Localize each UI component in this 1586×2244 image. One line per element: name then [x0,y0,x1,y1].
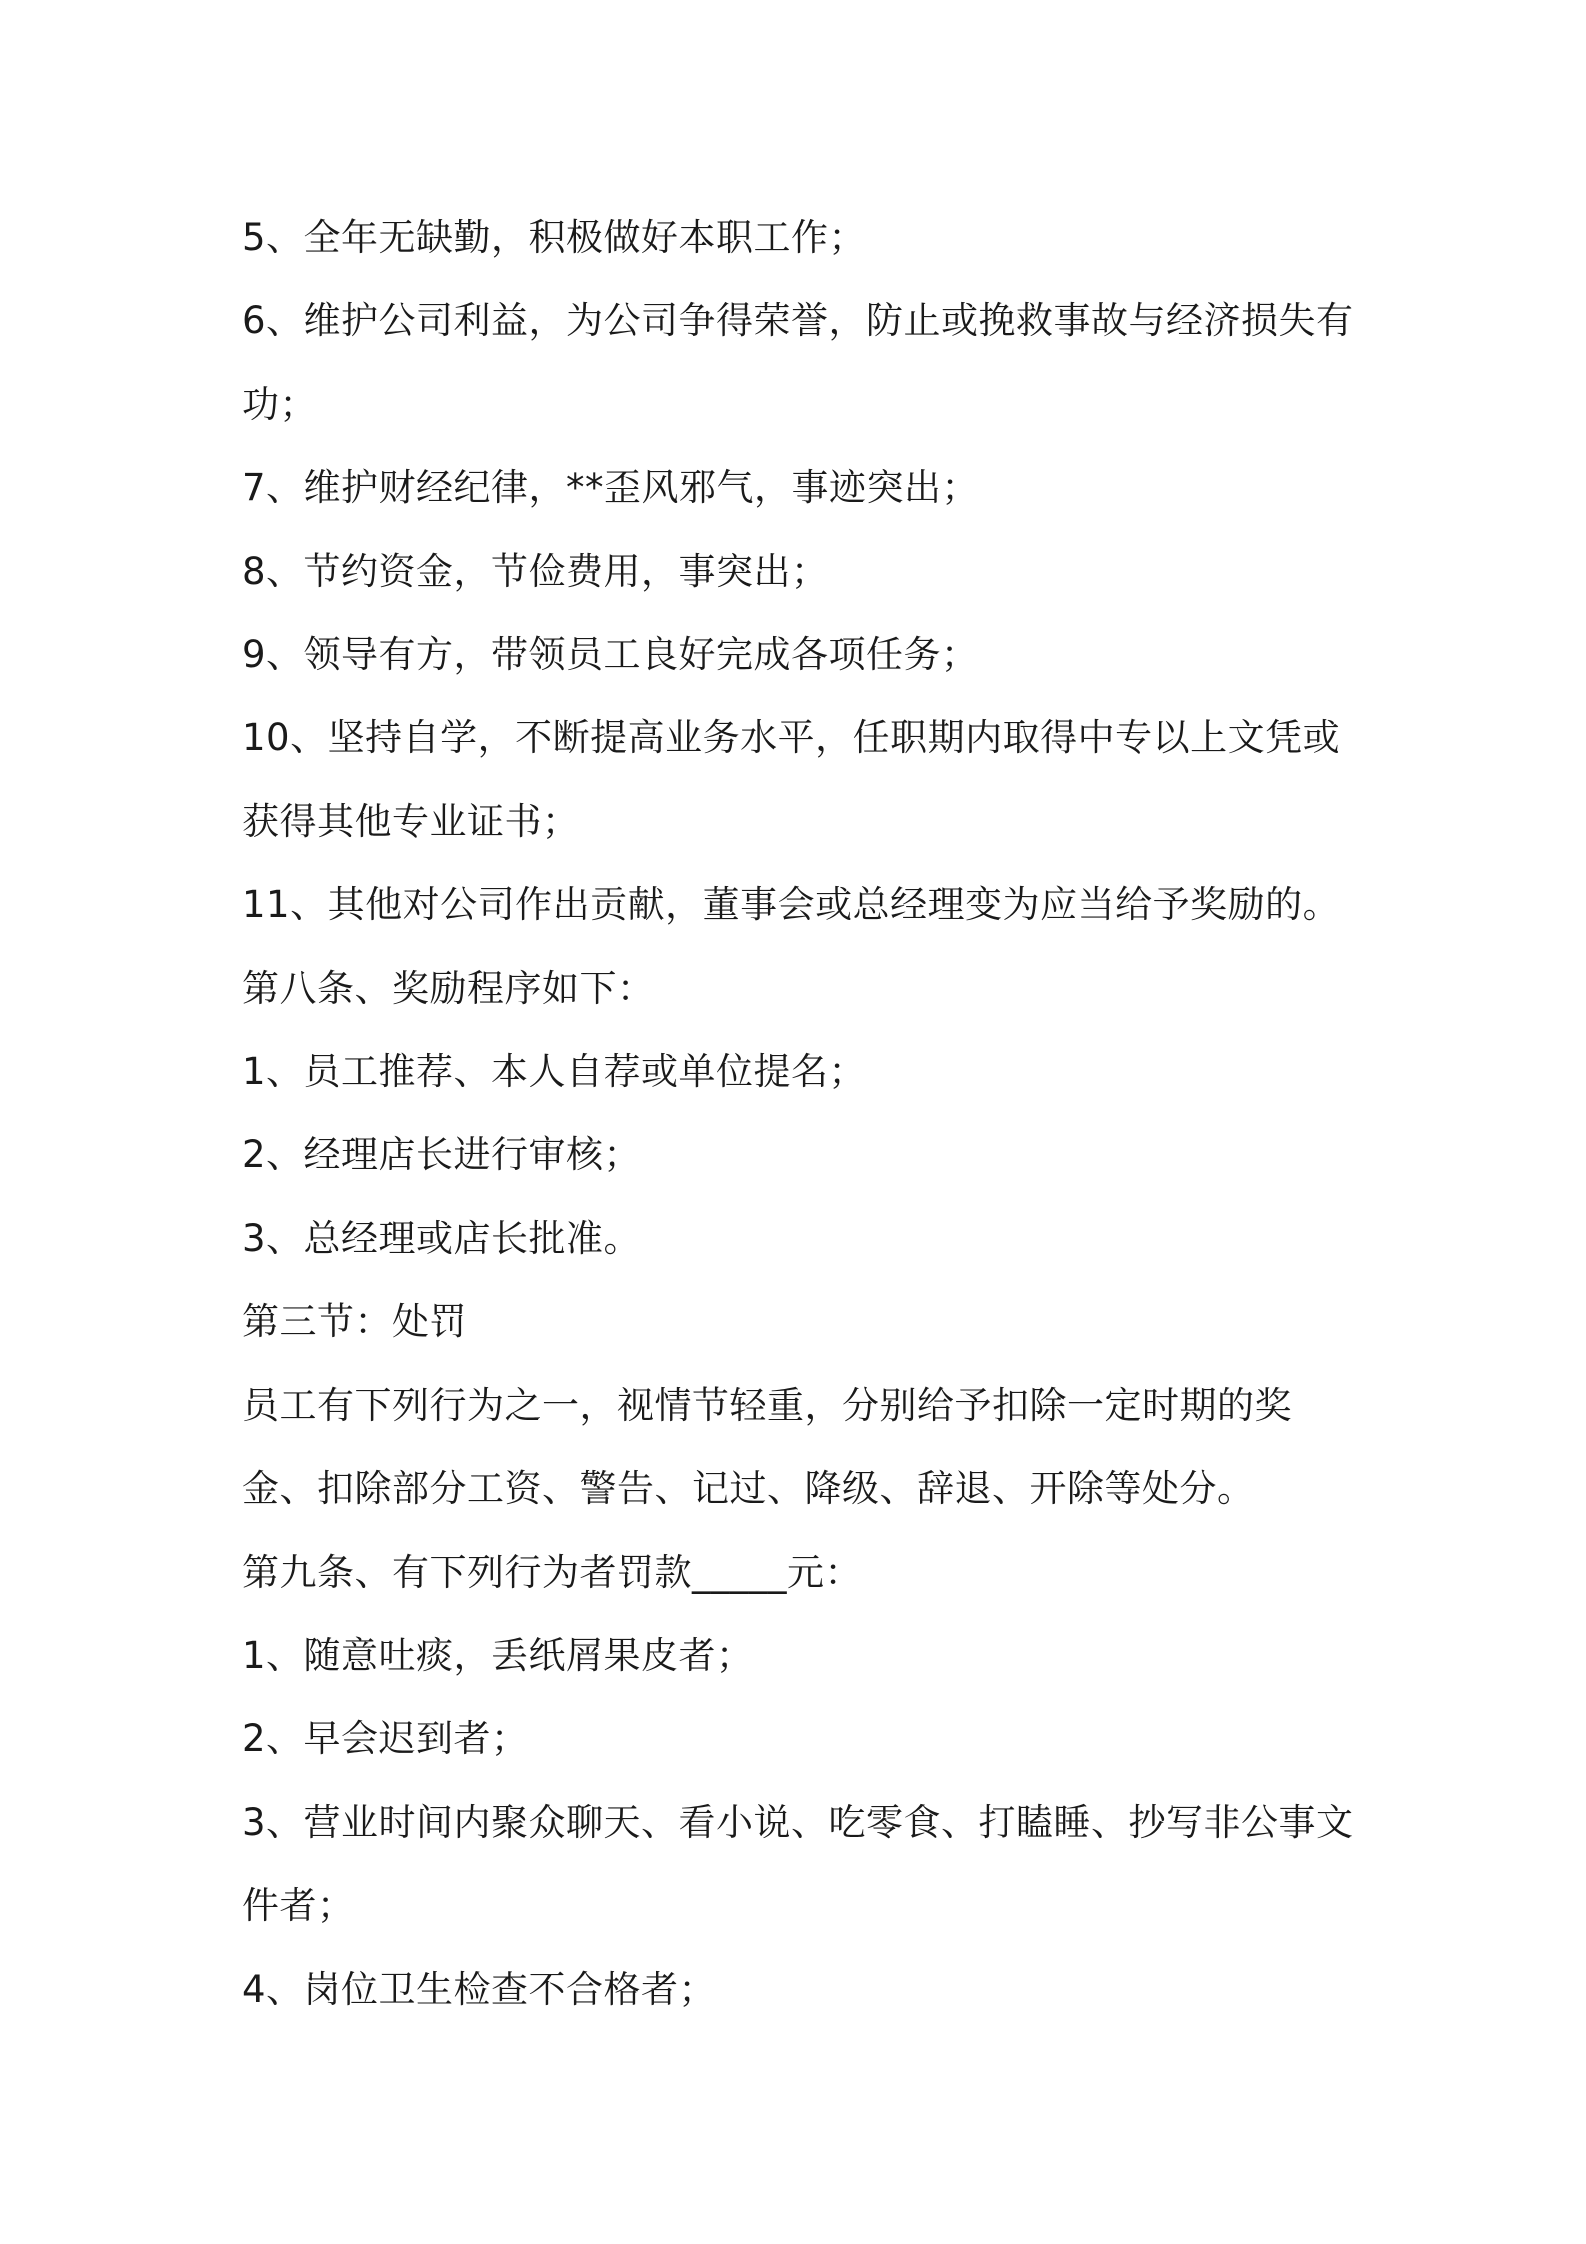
procedure-step-3: 3、总经理或店长批准。 [242,1216,642,1260]
penalty-intro: 员工有下列行为之一，视情节轻重，分别给予扣除一定时期的奖金、扣除部分工资、警告、记过、降级、辞退、开除等处分。 [242,1383,1292,1511]
article-8-heading: 第八条、奖励程序如下： [242,966,655,1010]
fine-item-4: 4、岗位卫生检查不合格者； [242,1967,717,2011]
paragraph-item-9-leadership: 9、领导有方，带领员工良好完成各项任务； [242,633,979,677]
article-9-heading: 第九条、有下列行为者罚款_____元： [242,1550,862,1594]
procedure-step-1: 1、员工推荐、本人自荐或单位提名； [242,1050,867,1094]
paragraph-item-8-save-funds: 8、节约资金，节俭费用，事突出； [242,549,829,593]
paragraph-item-6-company-interest: 6、维护公司利益，为公司争得荣誉，防止或挽救事故与经济损失有功； [242,299,1354,426]
fine-item-3: 3、营业时间内聚众聊天、看小说、吃零食、打瞌睡、抄写非公事文件者； [242,1800,1354,1928]
paragraph-item-7-financial-discipline: 7、维护财经纪律，**歪风邪气，事迹突出； [242,466,980,510]
paragraph-item-5-attendance: 5、全年无缺勤，积极做好本职工作； [242,216,867,259]
paragraph-item-11-other-contribution: 11、其他对公司作出贡献，董事会或总经理变为应当给予奖励的。 [242,883,1341,927]
document-body [242,196,1362,2031]
fine-item-1: 1、随意吐痰，丢纸屑果皮者； [242,1633,754,1677]
section-3-heading: 第三节：处罚 [242,1300,467,1344]
fine-item-2: 2、早会迟到者； [242,1717,529,1761]
paragraph-item-10-self-study: 10、坚持自学，不断提高业务水平，任职期内取得中专以上文凭或获得其他专业证书； [242,716,1341,843]
procedure-step-2: 2、经理店长进行审核； [242,1133,642,1177]
